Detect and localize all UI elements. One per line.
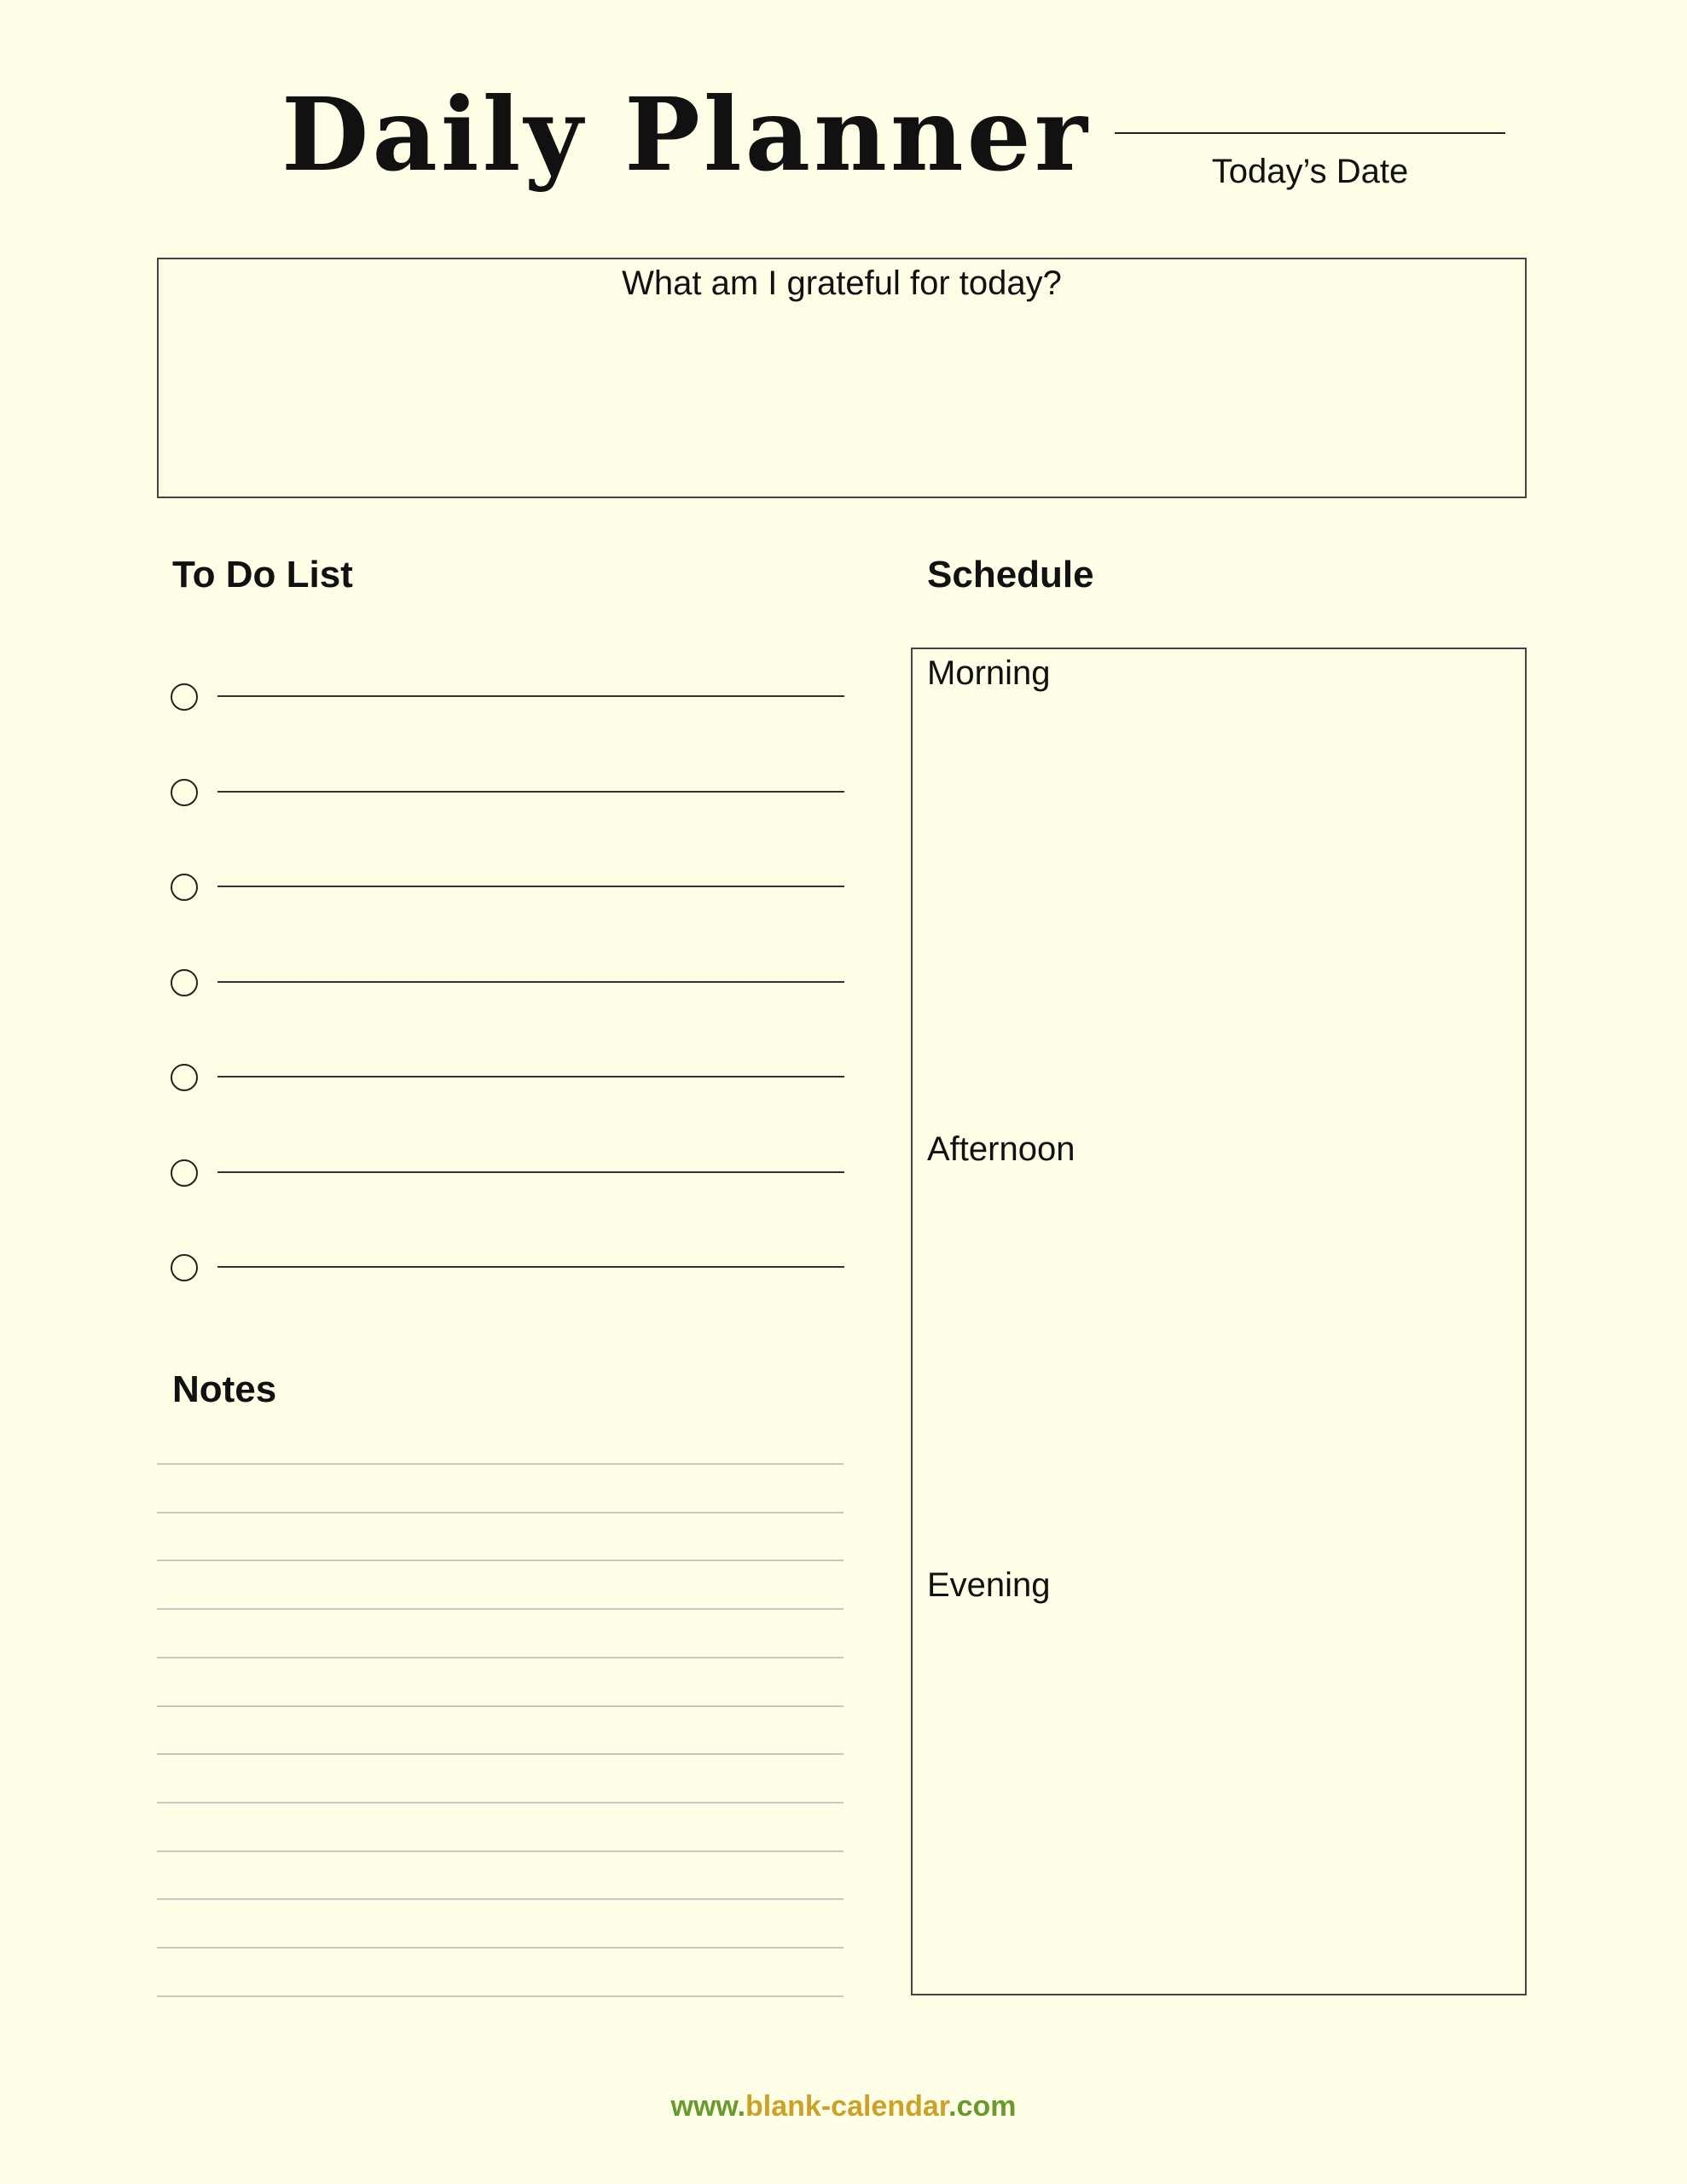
- todo-checkbox[interactable]: [171, 1159, 198, 1187]
- schedule-heading: Schedule: [927, 554, 1094, 595]
- footer-url-suffix: .com: [948, 2090, 1017, 2123]
- notes-line[interactable]: [157, 1753, 844, 1755]
- todo-item[interactable]: [171, 779, 844, 813]
- notes-line[interactable]: [157, 1802, 844, 1804]
- page-title: Daily Planner: [281, 75, 1091, 194]
- schedule-box[interactable]: [911, 648, 1527, 1995]
- todo-checkbox[interactable]: [171, 1064, 198, 1091]
- notes-line[interactable]: [157, 1850, 844, 1852]
- todo-item[interactable]: [171, 969, 844, 1003]
- todo-item[interactable]: [171, 1064, 844, 1098]
- todo-write-line[interactable]: [217, 1171, 844, 1173]
- date-input-line[interactable]: [1115, 132, 1505, 134]
- todo-item[interactable]: [171, 1254, 844, 1288]
- notes-line[interactable]: [157, 1608, 844, 1610]
- schedule-evening-label: Evening: [927, 1566, 1051, 1604]
- todo-write-line[interactable]: [217, 1266, 844, 1268]
- footer-url[interactable]: [0, 2088, 1687, 2125]
- todo-checkbox[interactable]: [171, 779, 198, 806]
- notes-line[interactable]: [157, 1898, 844, 1900]
- schedule-morning-label: Morning: [927, 654, 1051, 692]
- notes-line[interactable]: [157, 1463, 844, 1465]
- schedule-afternoon-label: Afternoon: [927, 1130, 1075, 1168]
- todo-write-line[interactable]: [217, 695, 844, 697]
- todo-item[interactable]: [171, 874, 844, 908]
- notes-line[interactable]: [157, 1657, 844, 1658]
- footer-url-domain: blank-calendar: [745, 2090, 949, 2123]
- date-label: Today’s Date: [1211, 153, 1409, 190]
- todo-write-line[interactable]: [217, 981, 844, 983]
- notes-heading: Notes: [172, 1368, 277, 1410]
- todo-checkbox[interactable]: [171, 874, 198, 901]
- todo-item[interactable]: [171, 1159, 844, 1194]
- todo-item[interactable]: [171, 683, 844, 717]
- notes-line[interactable]: [157, 1560, 844, 1561]
- notes-line[interactable]: [157, 1995, 844, 1997]
- gratitude-prompt: What am I grateful for today?: [622, 264, 1062, 302]
- notes-line[interactable]: [157, 1512, 844, 1513]
- todo-checkbox[interactable]: [171, 683, 198, 711]
- todo-write-line[interactable]: [217, 1076, 844, 1077]
- todo-heading: To Do List: [172, 554, 353, 595]
- todo-write-line[interactable]: [217, 886, 844, 887]
- todo-checkbox[interactable]: [171, 969, 198, 996]
- footer-url-prefix: www.: [670, 2090, 746, 2123]
- todo-write-line[interactable]: [217, 791, 844, 793]
- notes-line[interactable]: [157, 1705, 844, 1707]
- todo-checkbox[interactable]: [171, 1254, 198, 1281]
- notes-line[interactable]: [157, 1947, 844, 1949]
